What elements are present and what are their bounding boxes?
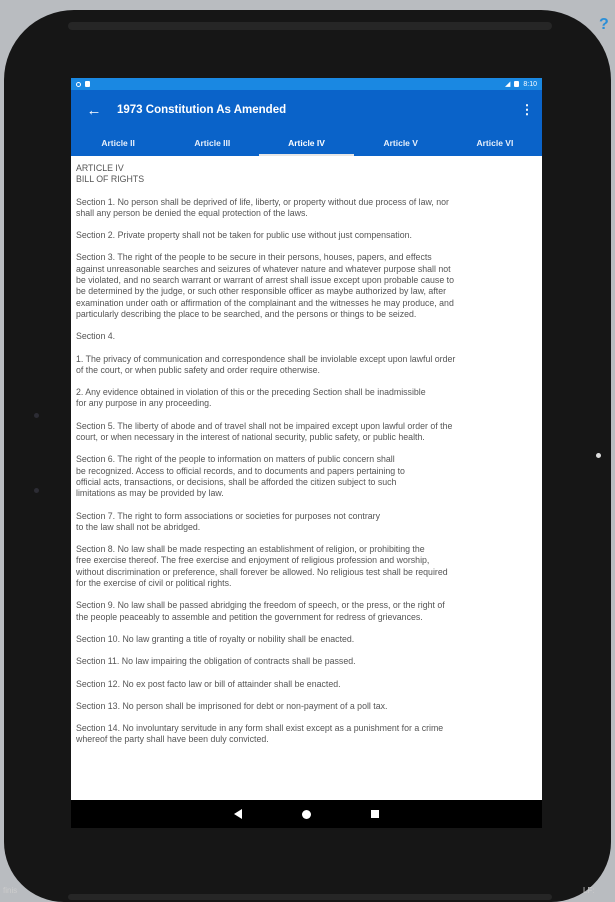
recents-square-icon[interactable] [371, 810, 379, 818]
tab-article-iii[interactable]: Article III [194, 138, 231, 148]
tab-article-v[interactable]: Article V [383, 138, 418, 148]
app-screen [71, 78, 542, 828]
status-time: 8:10 [523, 80, 537, 88]
section-paragraph: Section 1. No person shall be deprived of life, liberty, or property without due process of law, nor shall any person be denied the equal protection of the laws. [76, 196, 449, 218]
speaker-grille-bottom [68, 894, 552, 900]
battery-icon [514, 81, 519, 87]
section-paragraph: Section 3. The right of the people to be secure in their persons, houses, papers, and effects against unreasonable searches and seizures of whatever nature and whatever purpose shall not be violated, and no search warrant or warrant of arrest shall issue except upon probable cause to be determined by the judge, or such other responsible officer as maybe authorized by law, after examination under oath or affirmation of the complainant and the witnesses he may produce, and particularly describing the place to be searched, and the persons or things to be seized. [76, 252, 454, 319]
camera-dot [34, 413, 39, 418]
ide-status-right: LF: [583, 886, 595, 895]
tab-article-vi[interactable]: Article VI [476, 138, 514, 148]
section-paragraph: Section 10. No law granting a title of royalty or nobility shall be enacted. [76, 633, 355, 644]
more-vert-icon[interactable]: ⋮ [520, 102, 534, 117]
article-tabs [71, 130, 542, 156]
section-paragraph: Section 6. The right of the people to information on matters of public concern shall be recognized. Access to official records, and to documents and papers pertaining to official acts, transactions, or decisions, shall be afforded the citizen subject to such limitations as may be provided by law. [76, 454, 405, 499]
sensor-dot [34, 488, 39, 493]
section-paragraph: 2. Any evidence obtained in violation of this or the preceding Section shall be inadmissible for any purpose in any proceeding. [76, 387, 426, 409]
section-paragraph: Section 11. No law impairing the obligation of contracts shall be passed. [76, 656, 356, 667]
page-title: 1973 Constitution As Amended [117, 104, 287, 116]
status-bar [71, 78, 542, 90]
ide-status-left: finis [3, 886, 18, 895]
tab-article-iv[interactable]: Article IV [259, 130, 353, 156]
article-text[interactable] [71, 156, 542, 772]
settings-icon [76, 82, 81, 87]
section-paragraph: Section 7. The right to form associations or societies for purposes not contrary to the law shall not be abridged. [76, 510, 380, 532]
app-toolbar [71, 90, 542, 130]
article-heading: ARTICLE IV BILL OF RIGHTS [76, 163, 145, 185]
section-paragraph: Section 9. No law shall be passed abridging the freedom of speech, or the press, or the right of the people peaceably to assemble and petition the government for redress of grievances. [76, 600, 445, 622]
home-circle-icon[interactable] [302, 810, 311, 819]
section-paragraph: Section 8. No law shall be made respecting an establishment of religion, or prohibiting the free exercise thereof. The free exercise and enjoyment of religious profession and worship, without discrimination or preference, shall forever be allowed. No religious test shall be required for the exercise of civil or political rights. [76, 544, 448, 589]
indicator-dot [596, 453, 601, 458]
section-paragraph: 1. The privacy of communication and correspondence shall be inviolable except upon lawful order of the court, or when public safety and order require otherwise. [76, 353, 456, 375]
signal-icon: ◢ [504, 81, 511, 88]
section-paragraph: Section 13. No person shall be imprisoned for debt or non-payment of a poll tax. [76, 700, 388, 711]
back-triangle-icon[interactable] [234, 809, 242, 819]
section-paragraph: Section 14. No involuntary servitude in any form shall exist except as a punishment for a crime whereof the party shall have been duly convicted. [76, 723, 444, 745]
system-nav-bar [71, 800, 542, 828]
arrow-left-icon[interactable]: ← [86, 101, 102, 119]
help-icon[interactable]: ? [599, 16, 609, 33]
sd-card-icon [85, 81, 90, 87]
section-paragraph: Section 5. The liberty of abode and of travel shall not be impaired except upon lawful order of the court, or when necessary in the interest of national security, public safety, or public health. [76, 420, 453, 443]
section-paragraph: Section 2. Private property shall not be taken for public use without just compensation. [76, 230, 412, 241]
section-paragraph: Section 12. No ex post facto law or bill of attainder shall be enacted. [76, 678, 341, 689]
section-paragraph: Section 4. [76, 331, 116, 342]
tab-article-ii[interactable]: Article II [101, 138, 135, 148]
speaker-grille-top [68, 22, 552, 30]
